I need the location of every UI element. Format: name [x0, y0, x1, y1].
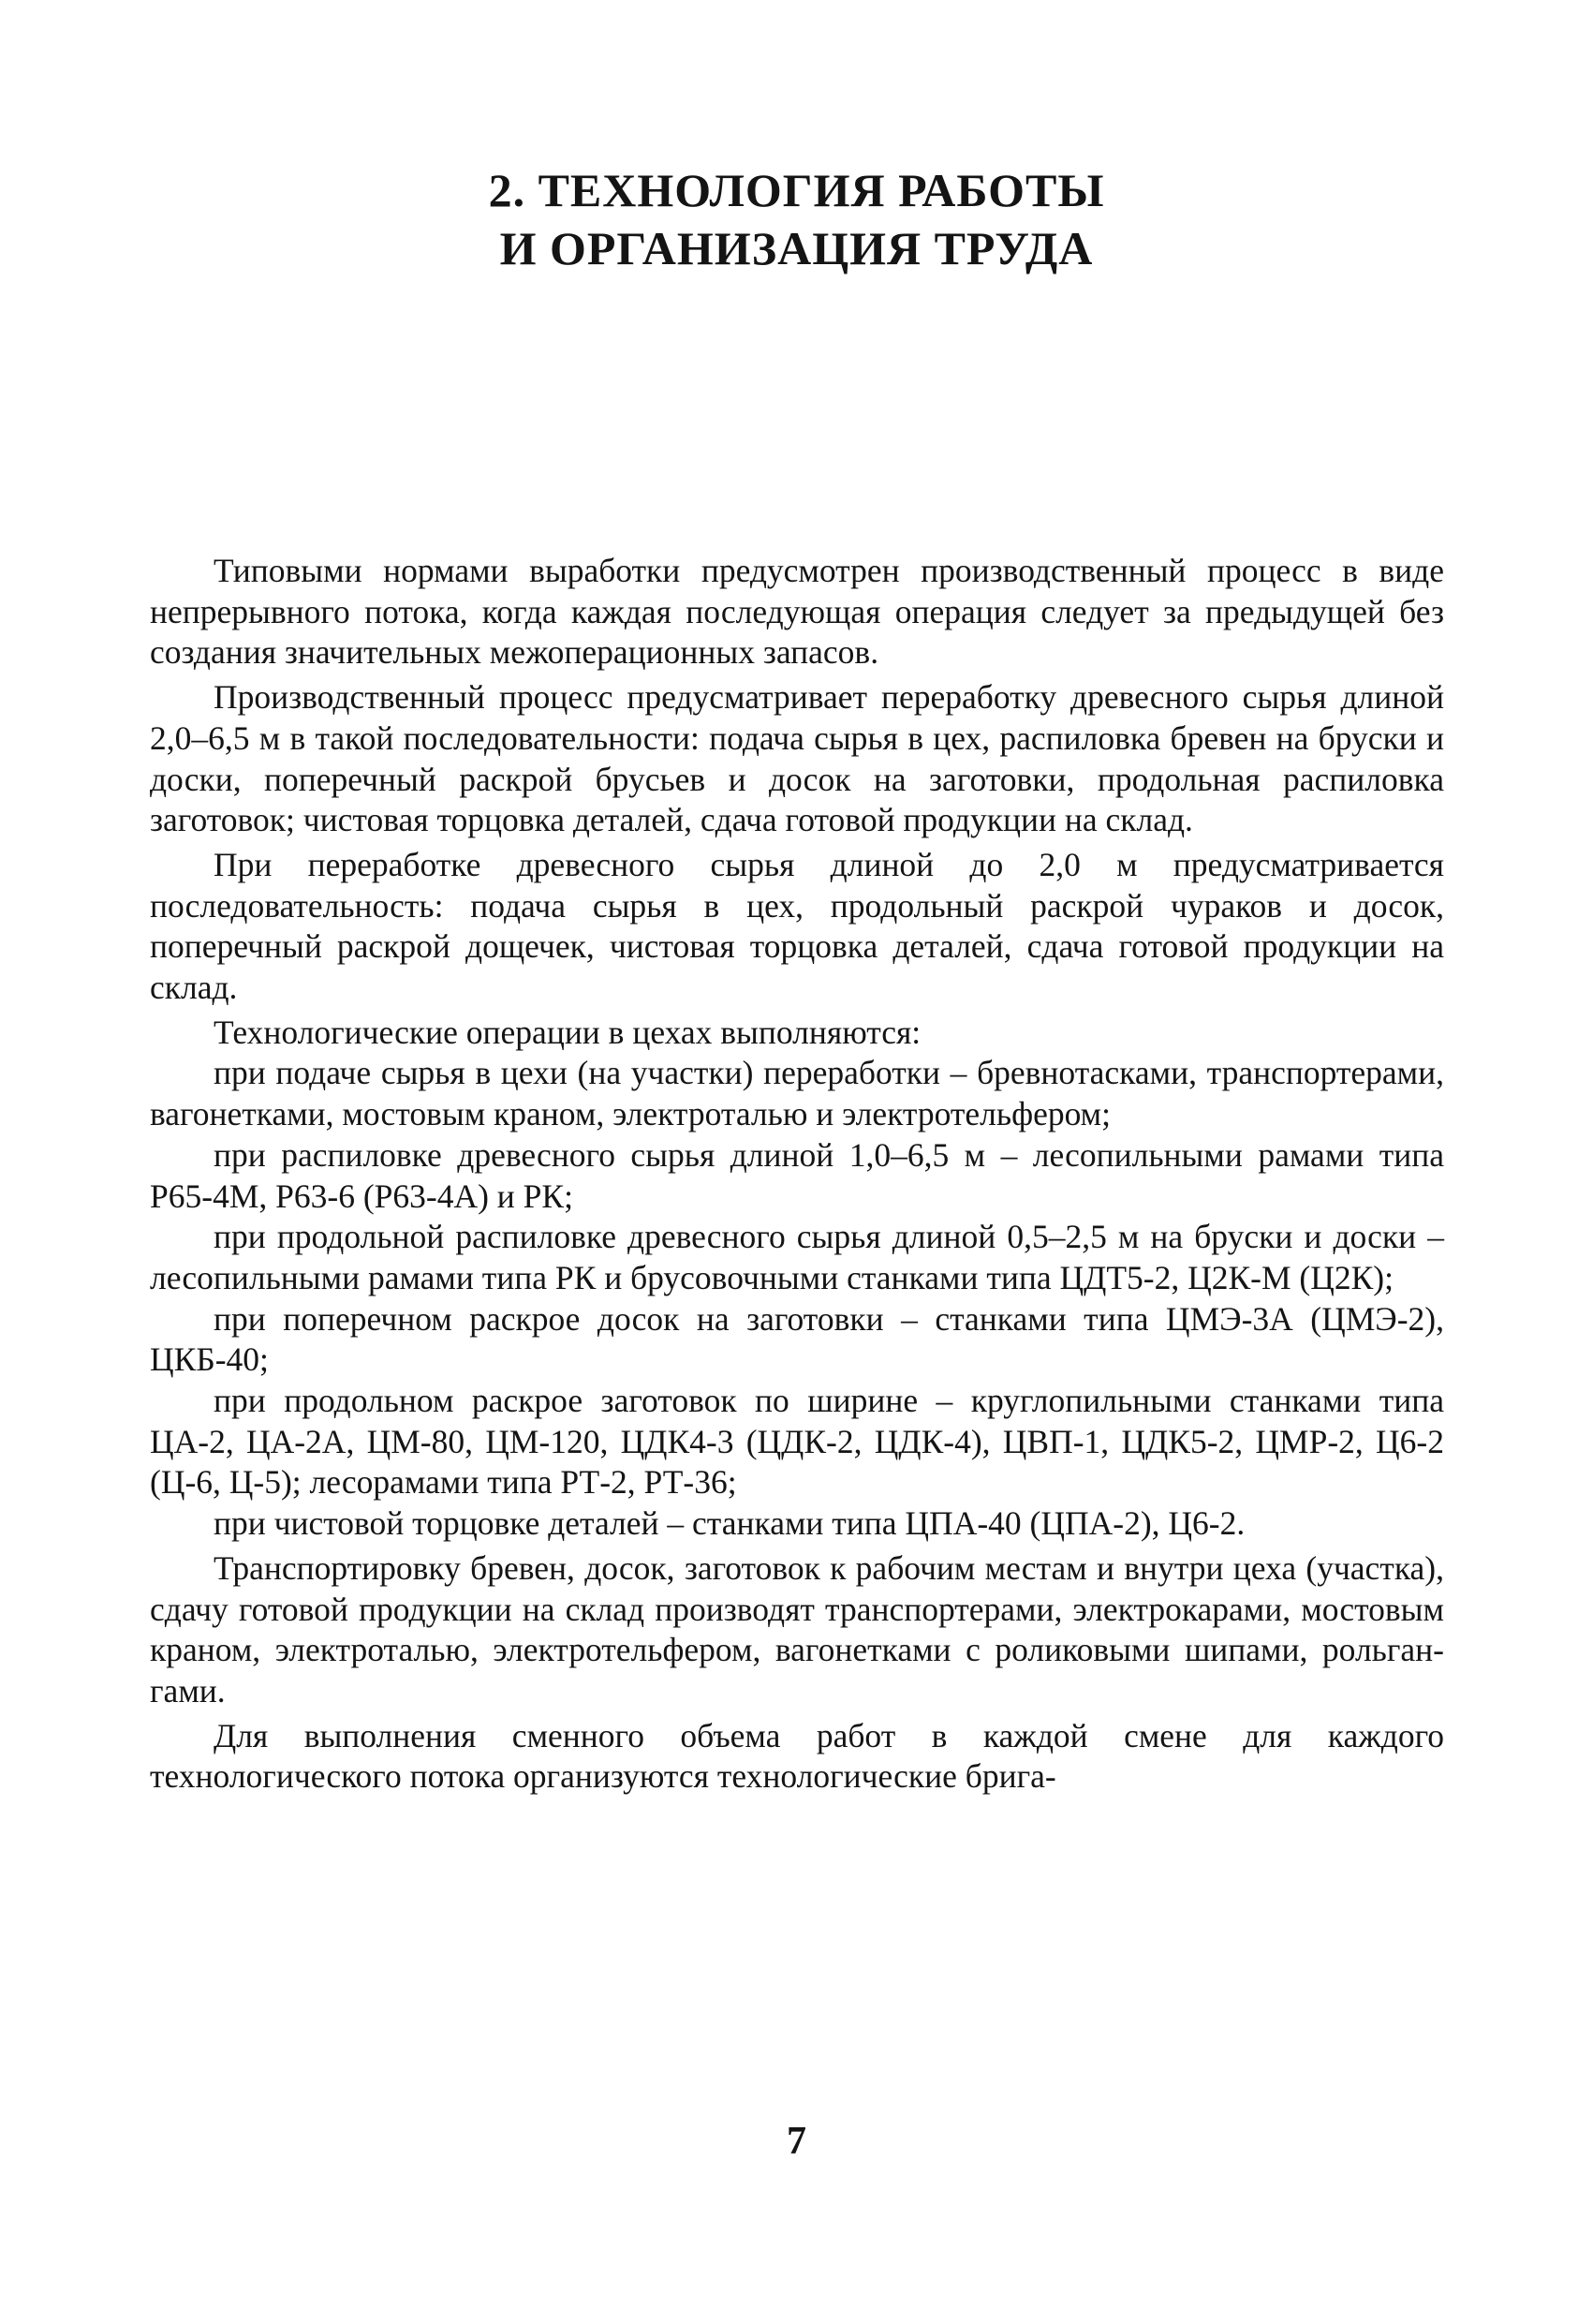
section-heading-line-2: И ОРГАНИЗАЦИЯ ТРУДА: [499, 222, 1094, 274]
paragraph-operation-sawing: при распиловке древесного сырья длиной 1,0–6,5 м – лесопильными рамами типа Р65-4М, Р63-6 (Р63-4А) и РК;: [150, 1135, 1444, 1215]
paragraph-process-short-raw: При переработке древесного сырья длиной до 2,0 м предусматривается последовательность: подача сырья в цех, продольный раскрой чураков и досок, поперечный раскрой дощечек, чистовая торцовка деталей, сдача готовой продукции на склад.: [150, 845, 1444, 1007]
paragraph-operation-feeding: при подаче сырья в цехи (на участки) переработки – бревнотасками, транспортерами, вагонетками, мостовым краном, электроталью и электротельфером;: [150, 1054, 1444, 1133]
paragraph-brigades: Для выполнения сменного объема работ в каждой смене для каждого технологического потока организуются технологические брига-: [150, 1716, 1444, 1796]
paragraph-transport: Транспортировку бревен, досок, заготовок к рабочим местам и внутри цеха (участка), сдачу готовой продукции на склад производят транспортерами, электрокарами, мостовым краном, электроталью, электротельфером, вагонетками с роликовыми шипами, рольгангами.: [150, 1548, 1444, 1710]
section-heading-line-1: 2. ТЕХНОЛОГИЯ РАБОТЫ: [488, 164, 1105, 216]
page-number: 7: [787, 2120, 806, 2163]
paragraph-process-long-raw: Производственный процесс предусматривает переработку древесного сырья длиной 2,0–6,5 м в такой последовательности: подача сырья в цех, распиловка бревен на бруски и доски, поперечный раскрой брусьев и досок на заготовки, продольная распиловка заготовок; чистовая торцовка деталей, сдача готовой продукции на склад.: [150, 678, 1444, 839]
paragraph-operation-width-rip: при продольном раскрое заготовок по ширине – круглопильными станками типа ЦА-2, ЦА-2А, ЦМ-80, ЦМ-120, ЦДК4-3 (ЦДК-2, ЦДК-4), ЦВП-1, ЦДК5-2, ЦМР-2, Ц6-2 (Ц-6, Ц-5); лесорамами типа РТ-2, РТ-36;: [150, 1382, 1444, 1502]
paragraph-operations-lead: Технологические операции в цехах выполняются:: [214, 1013, 922, 1051]
paragraph-operation-trimming: при чистовой торцовке деталей – станками типа ЦПА-40 (ЦПА-2), Ц6-2.: [214, 1504, 1246, 1543]
paragraph-operation-rip-sawing: при продольной распиловке древесного сырья длиной 0,5–2,5 м на бруски и доски – лесопильными рамами типа РК и брусовочными станками типа ЦДТ5-2, Ц2К-М (Ц2К);: [150, 1218, 1444, 1296]
body-text: [150, 551, 1444, 1798]
paragraph-operation-crosscut: при поперечном раскрое досок на заготовки – станками типа ЦМЭ-3А (ЦМЭ-2), ЦКБ-40;: [150, 1299, 1444, 1379]
section-heading: [0, 161, 1593, 277]
paragraph-intro: Типовыми нормами выработки предусмотрен производственный процесс в виде непрерывного потока, когда каждая последующая операция следует за предыдущей без создания значительных межоперационных запасов.: [150, 552, 1444, 672]
